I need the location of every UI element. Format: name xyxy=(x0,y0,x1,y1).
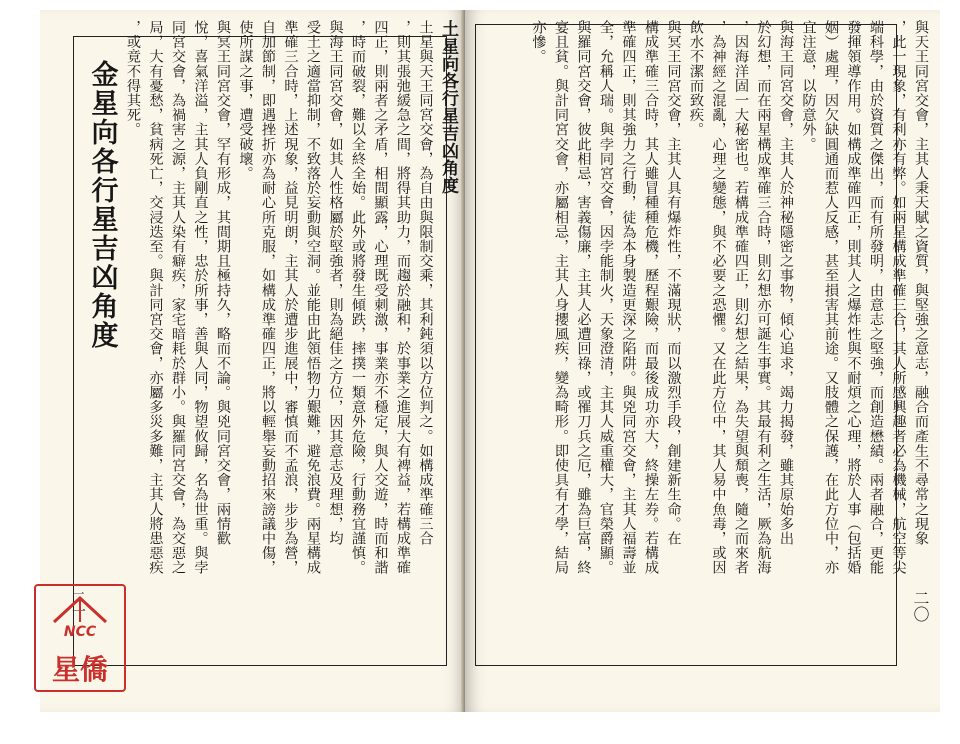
text-column: 局，大有憂愁，貧病死亡，交浸迭至。與計同宮交會，亦屬多災多難，主其人將患惡疾 xyxy=(147,20,164,575)
text-column: ，時而破裂，難以全終全始。此外或將發生傾跌，摔撲一類意外危險，行動務宜謹慎。 xyxy=(350,20,366,575)
text-column: 亦慘。 xyxy=(530,20,547,64)
text-column: 準確四正，則其強力之行動，徒為本身製造更深之陷阱。與兇同宮交會，主其人福壽並 xyxy=(620,20,637,575)
text-column: ，為神經之混亂，心理之變態，與不必要之恐懼。又在此方位中，其人易中魚毒，或因 xyxy=(710,20,727,575)
text-column: ，或竟不得其死。 xyxy=(125,20,141,137)
text-column: 於幻想，而在兩星構成準確三合時，則幻想亦可誕生事實。其最有利之生活，厥為航海 xyxy=(755,20,772,575)
text-column: 使所謀之事，遭受破壞。 xyxy=(237,20,254,181)
text-column: 端科學，由於資質之傑出，而有所發明，由意志之堅強，而創造懋績。兩者融合，更能 xyxy=(868,20,884,575)
text-column: 與海王同宮交會，如其人性格屬於堅強者，則為絕佳之方位，因其意志及理想，均 xyxy=(327,20,344,546)
page-number: 二〇 xyxy=(911,590,930,622)
text-column: ，因海洋固一大秘密也。若構成準確四正，則幻想之結果，為失望與頹喪，隨之而來者 xyxy=(733,20,749,575)
text-column: 準確三合時，上述現象，益見明朗，主其人於遭步進展中，審慎而不孟浪，步步為營， xyxy=(282,20,299,575)
right-page-text xyxy=(473,20,932,704)
text-column: 與冥王同宮交會，主其人具有爆炸性，不滿現狀，而以激烈手段，創建新生命。在 xyxy=(665,20,682,546)
section-title: 土星向各行星吉凶角度 xyxy=(438,20,458,194)
text-column: ，此一現象，有利亦有弊。如兩星構成準確三合，其人所感興趣者必為機械，航空等尖 xyxy=(890,20,907,575)
page-number: 二一 xyxy=(70,590,86,618)
text-column: ，則其張弛緩急之間，將得其助力，而趨於融和，於事業之進展大有裨益，若構成準確 xyxy=(395,20,411,575)
text-column: 與羅同宮交會，彼此相忌，害義傷廉，主其人必遭回祿，或罹刀兵之厄，雖為巨富，終 xyxy=(575,20,592,575)
text-column: 與冥王同宮交會，罕有形成，其間期且極持久，略而不論。與兇同宮交會，兩情歡 xyxy=(215,20,231,546)
text-column: 發揮領導作用。如構成準確四正，則其人之爆炸性與不耐煩之心理，將於人事（包括婚 xyxy=(845,20,862,575)
text-column: 悅，喜氣洋溢，主其人負剛直之性，忠於所事，善與人同，物望攸歸，名為世重。與孛 xyxy=(192,20,209,575)
text-column: 構成準確三合時，其人雖冒種種危機，歷程艱險，而最後成功亦大，終操左券。若構成 xyxy=(643,20,659,575)
text-column: 宴且貧。與計同宮交會，亦屬相忌，主其人身攖風疾，變為畸形。即使具有才學，結局 xyxy=(553,20,569,575)
stamp-ncc-text: NCC xyxy=(63,624,97,640)
text-column: 四正，則兩者之矛盾，相間顯露，心理既受刺激，事業亦不穩定，與人交遊，時而和諧 xyxy=(372,20,389,575)
text-column: 姻）處理，因欠缺圓通而惹人反感，甚至損害其前途。又肢體之保護，在此方位中，亦 xyxy=(823,20,839,575)
text-column: 與海王同宮交會，主其人於神秘隱密之事物，傾心追求，竭力揭發，雖其原始多出 xyxy=(778,20,794,546)
text-column: 全，允稱人瑞。與孛同宮交會，因孛能制火，天象澄清，主其人威重權大，官榮爵顯。 xyxy=(598,20,614,575)
stamp-name-text: 星僑 xyxy=(51,653,108,686)
text-column: 飲水不潔而致疾。 xyxy=(688,20,704,137)
next-section-title: 金星向各行星吉凶角度 xyxy=(86,60,118,350)
text-column: 土星與天王同宮交會，為自由與限制交乘，其利鈍須以方位判之。如構成準確三合 xyxy=(417,20,434,546)
text-column: 自加節制，即遇挫折亦為耐心所克服，如構成準確四正，將以輕舉妄動招來謗議中傷， xyxy=(260,20,276,575)
text-column: 宜注意，以防意外。 xyxy=(800,20,817,152)
right-page xyxy=(465,10,940,712)
text-column: 與天王同宮交會，主其人秉天賦之資質，與堅強之意志，融合而產生不尋常之現象 xyxy=(913,20,929,546)
stamp-roof-icon xyxy=(50,592,110,628)
text-column: 同宮交會，為禍害之源，主其人染有癖疾，家宅暗耗於群小。與羅同宮交會，為交惡之 xyxy=(170,20,186,575)
ncc-stamp-logo xyxy=(34,584,126,692)
text-column: 受土之適當抑制，不致落於妄動與空洞。並能由此領悟物力艱難，避免浪費。兩星構成 xyxy=(305,20,321,575)
